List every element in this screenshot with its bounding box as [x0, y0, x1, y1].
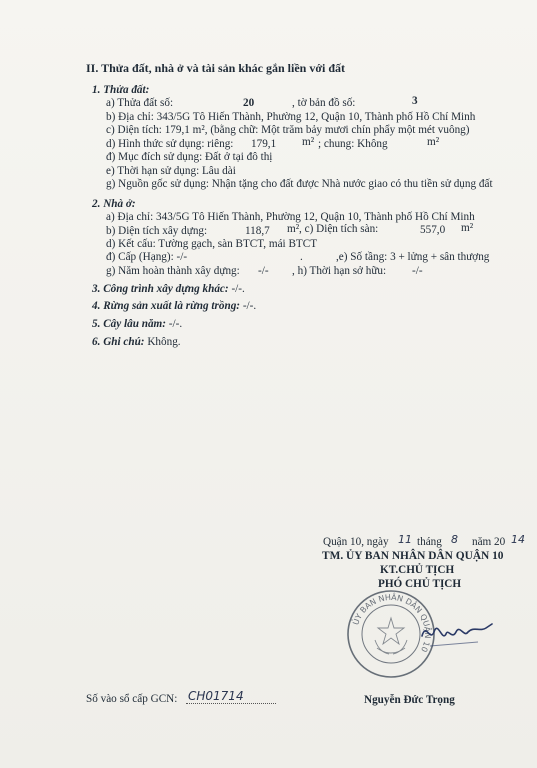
perennial-trees [92, 318, 182, 331]
svg-text:ỦY BAN NHÂN DÂN QUẬN 10: ỦY BAN NHÂN DÂN QUẬN 10 [351, 592, 433, 654]
land-heading: 1. Thửa đất: [92, 84, 150, 96]
house-address: a) Địa chỉ: 343/5G Tô Hiến Thành, Phường 12, Quận 10, Thành phố Hồ Chí Minh [106, 211, 475, 223]
house-completion-value: -/- [258, 265, 269, 277]
house-floor-area-label: m², c) Diện tích sàn: [287, 223, 379, 235]
land-area: c) Diện tích: 179,1 m², (bằng chữ: Một trăm bảy mươi chín phẩy một mét vuông) [106, 124, 470, 136]
signing-year-suffix: 14 [511, 533, 525, 546]
house-build-area-label: b) Diện tích xây dựng: [106, 225, 208, 237]
planted-forest [92, 300, 256, 313]
house-grade: đ) Cấp (Hạng): -/- [106, 251, 188, 263]
house-floor-area: 557,0 [420, 224, 446, 236]
land-address: b) Địa chỉ: 343/5G Tô Hiến Thành, Phường 12, Quận 10, Thành phố Hồ Chí Minh [106, 111, 476, 123]
notes-value: Không. [144, 336, 181, 348]
signer-name: Nguyễn Đức Trọng [364, 694, 455, 706]
house-build-area: 118,7 [245, 225, 270, 237]
notes [92, 336, 181, 349]
signing-year-label: năm 20 [472, 536, 506, 548]
perennial-trees-label: 5. Cây lâu năm: [92, 318, 166, 330]
land-use-private: 179,1 [251, 138, 277, 150]
signing-role-2: PHÓ CHỦ TỊCH [378, 578, 462, 590]
signing-role-1: KT.CHỦ TỊCH [380, 564, 455, 576]
planted-forest-label: 4. Rừng sản xuất là rừng trồng: [92, 300, 241, 312]
signing-month-label: tháng [417, 536, 442, 548]
house-ownership-term-value: -/- [412, 265, 423, 277]
land-purpose: đ) Mục đích sử dụng: Đất ở tại đô thị [106, 151, 273, 163]
register-number: CH01714 [188, 689, 244, 703]
section-title: II. Thửa đất, nhà ở và tài sản khác gắn liền với đất [86, 61, 346, 75]
house-structure: d) Kết cấu: Tường gạch, sàn BTCT, mái BTCT [106, 238, 318, 250]
land-origin: g) Nguồn gốc sử dụng: Nhận tặng cho đất được Nhà nước giao có thu tiền sử dụng đất [106, 178, 493, 190]
other-constructions [92, 283, 245, 296]
house-grade-dot: . [300, 251, 303, 263]
notes-label: 6. Ghi chú: [92, 336, 145, 348]
house-heading: 2. Nhà ở: [92, 198, 136, 210]
house-floor-area-unit: m² [461, 222, 474, 234]
register-label: Số vào sổ cấp GCN: [86, 693, 178, 705]
land-use-common: ; chung: Không [318, 138, 388, 150]
land-use-unit-2: m² [427, 136, 440, 148]
perennial-trees-value: -/-. [165, 318, 183, 330]
register-dotted-line [186, 703, 276, 704]
planted-forest-value: -/-. [240, 300, 257, 312]
signing-authority: TM. ỦY BAN NHÂN DÂN QUẬN 10 [322, 550, 504, 562]
house-floors: ,e) Số tầng: 3 + lửng + sân thượng [336, 251, 490, 263]
signing-day: 11 [398, 533, 412, 546]
land-use-unit: m² [302, 136, 315, 148]
land-use-form-label: d) Hình thức sử dụng: riêng: [106, 138, 234, 150]
land-map-label: , tờ bản đồ số: [292, 97, 356, 109]
other-constructions-label: 3. Công trình xây dựng khác: [92, 283, 229, 295]
land-parcel-label: a) Thửa đất số: [106, 97, 174, 109]
house-ownership-term-label: , h) Thời hạn sở hữu: [292, 265, 387, 277]
land-map-number: 3 [412, 95, 418, 107]
land-term: e) Thời hạn sử dụng: Lâu dài [106, 165, 236, 177]
signing-month: 8 [451, 533, 458, 546]
signature [418, 602, 498, 662]
house-completion-label: g) Năm hoàn thành xây dựng: [106, 265, 240, 277]
signing-date-prefix: Quận 10, ngày [323, 536, 389, 548]
other-constructions-value: -/-. [228, 283, 245, 295]
land-parcel-number: 20 [243, 97, 255, 109]
